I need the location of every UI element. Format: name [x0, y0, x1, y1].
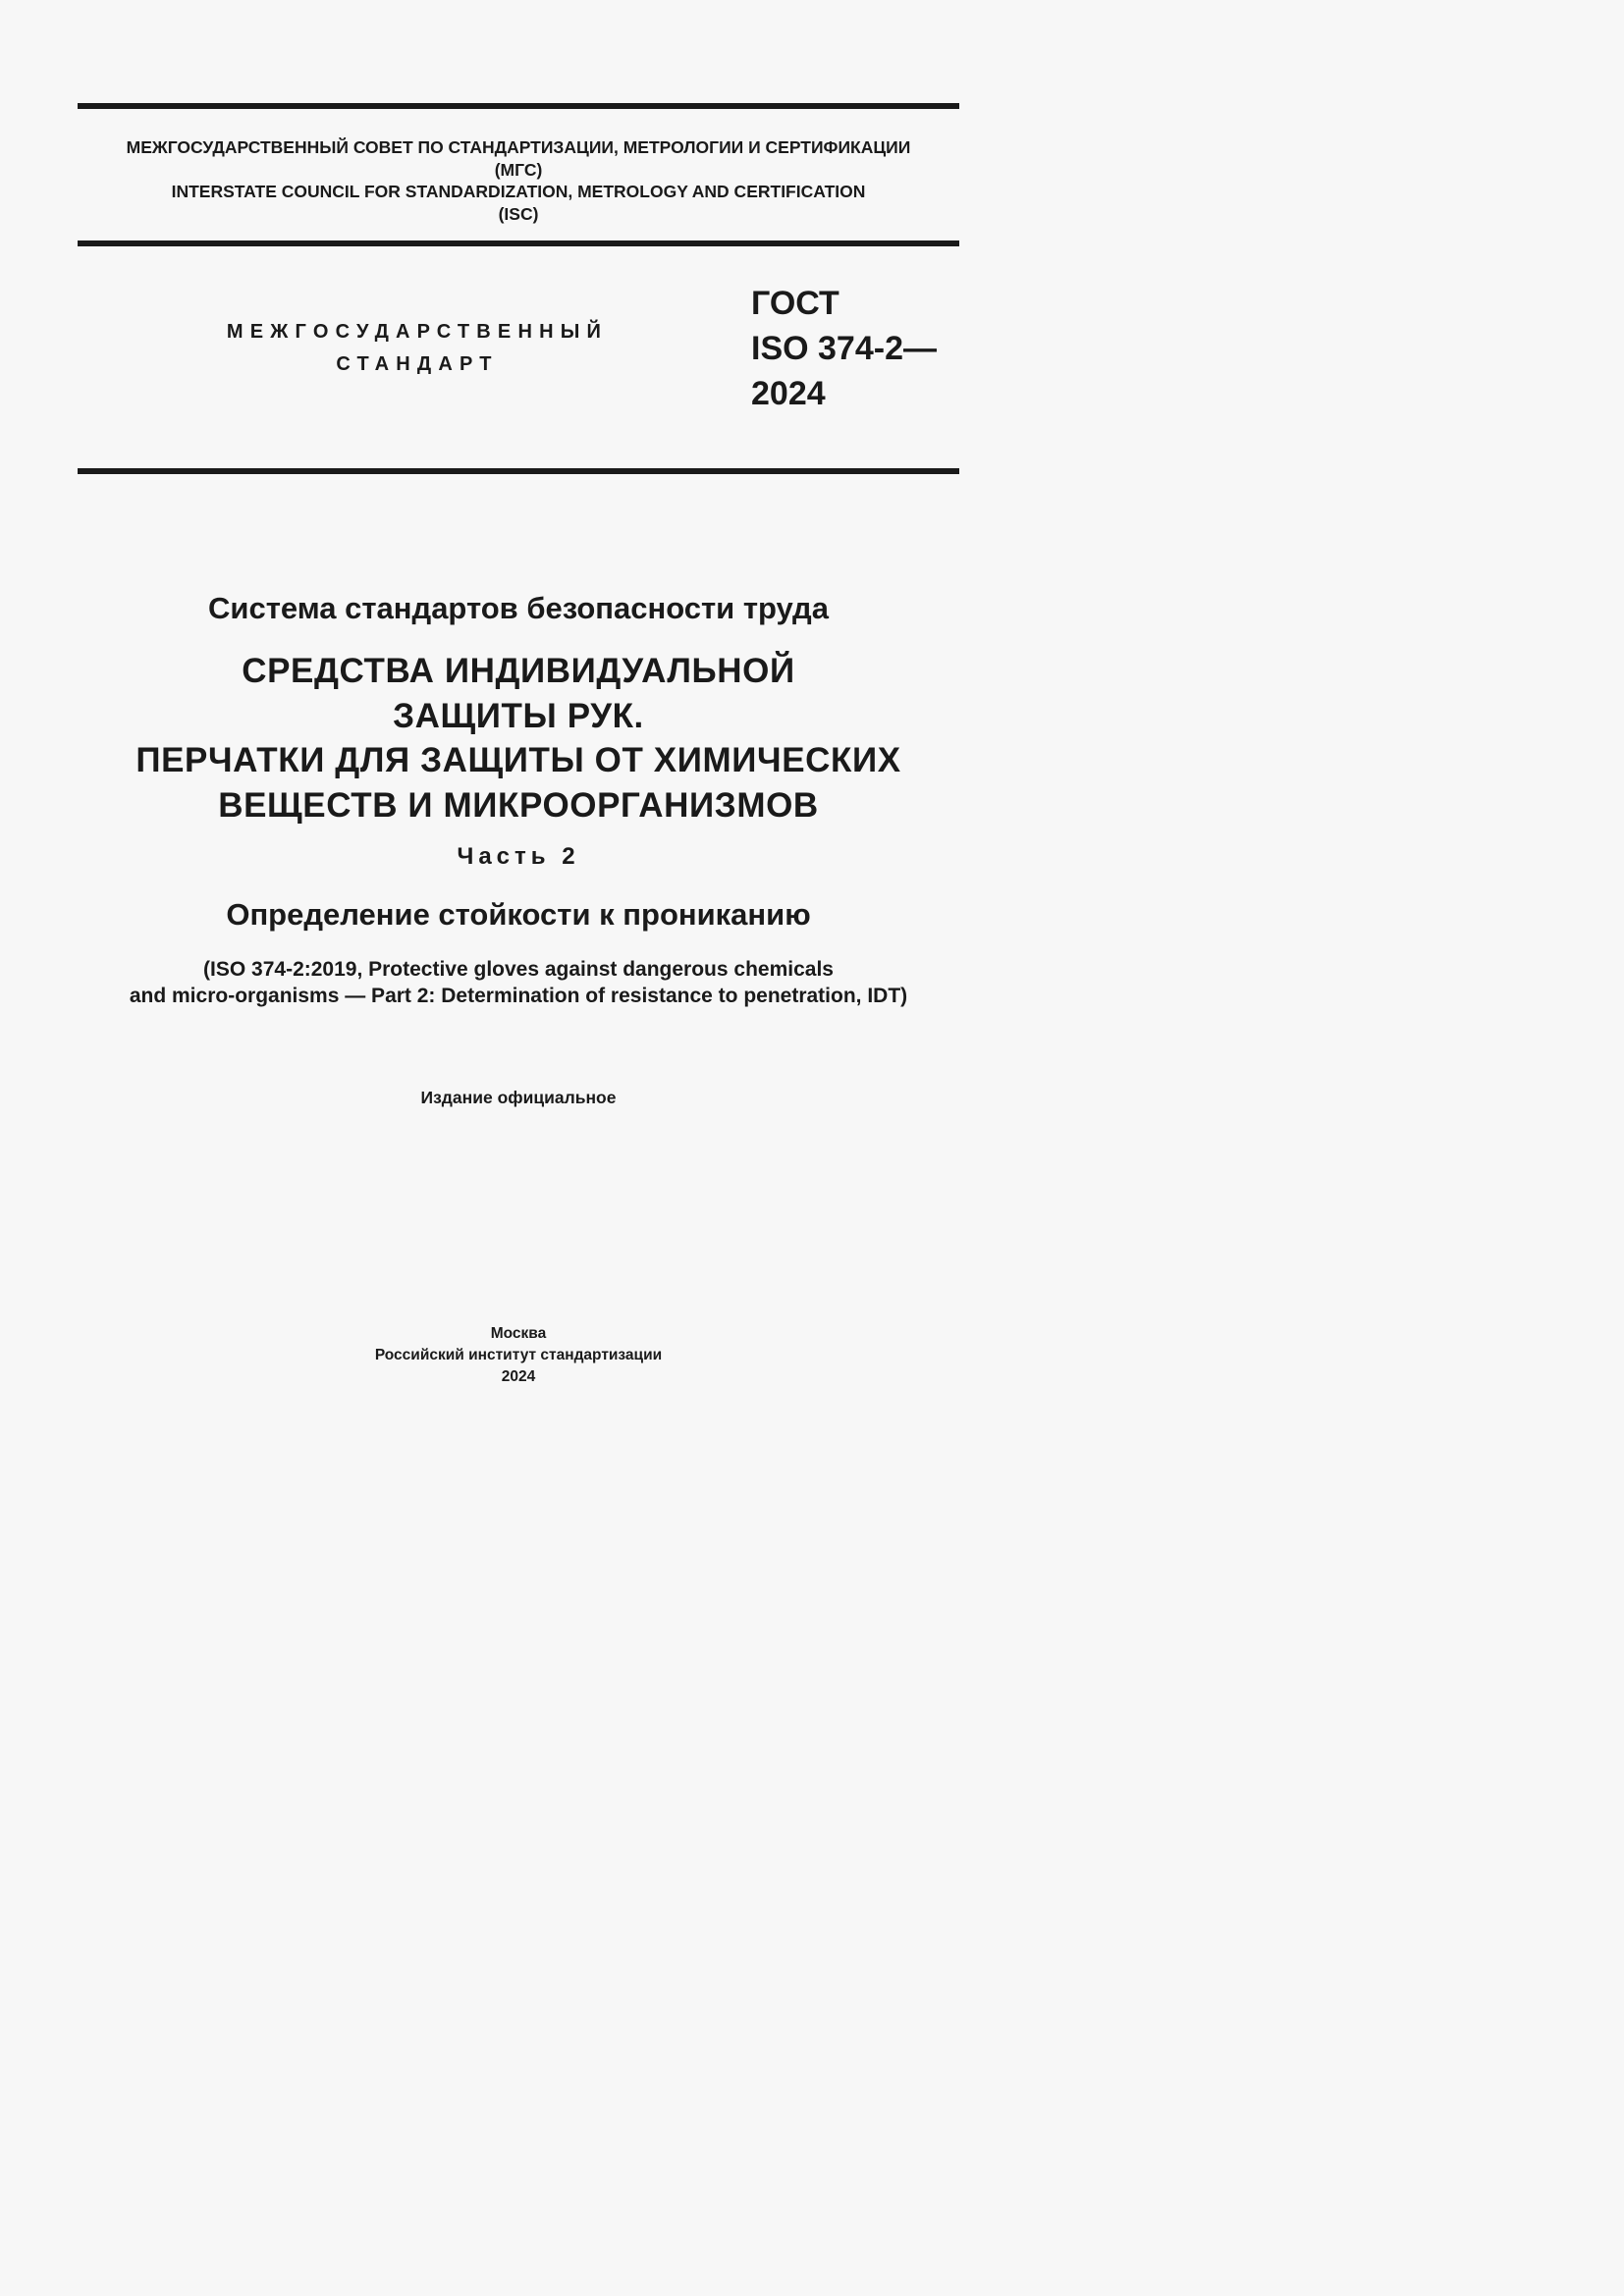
council-name-en: INTERSTATE COUNCIL FOR STANDARDIZATION, METROLOGY AND CERTIFICATION [171, 182, 866, 201]
imprint-city: Москва [490, 1325, 547, 1342]
designation-year: 2024 [751, 375, 826, 412]
standard-type-line-2: СТАНДАРТ [336, 353, 499, 375]
council-name-ru: МЕЖГОСУДАРСТВЕННЫЙ СОВЕТ ПО СТАНДАРТИЗАЦИИ, МЕТРОЛОГИИ И СЕРТИФИКАЦИИ [126, 137, 911, 157]
standard-type-label [177, 316, 658, 381]
iso-reference-line-2: and micro-organisms — Part 2: Determination of resistance to penetration, IDT) [129, 985, 908, 1007]
standard-type-line-1: МЕЖГОСУДАРСТВЕННЫЙ [226, 321, 609, 343]
main-title-line-4: ВЕЩЕСТВ И МИКРООРГАНИЗМОВ [218, 785, 819, 825]
council-header [78, 136, 959, 225]
main-title-line-1: СРЕДСТВА ИНДИВИДУАЛЬНОЙ [242, 652, 795, 690]
designation-bottom-rule [78, 468, 959, 474]
main-title-line-3: ПЕРЧАТКИ ДЛЯ ЗАЩИТЫ ОТ ХИМИЧЕСКИХ [135, 741, 901, 779]
series-title: Система стандартов безопасности труда [208, 591, 829, 625]
top-rule [78, 103, 959, 109]
imprint [78, 1323, 959, 1388]
iso-reference-line-1: (ISO 374-2:2019, Protective gloves against dangerous chemicals [203, 958, 834, 981]
part-subtitle: Определение стойкости к прониканию [226, 897, 811, 932]
standard-designation [751, 281, 937, 416]
main-title [78, 649, 959, 828]
imprint-publisher: Российский институт стандартизации [374, 1347, 663, 1363]
council-abbr-en: (ISC) [498, 203, 539, 224]
main-title-line-2: ЗАЩИТЫ РУК. [393, 696, 644, 735]
iso-reference [78, 956, 959, 1009]
part-number: Часть 2 [457, 843, 580, 870]
designation-gost: ГОСТ [751, 285, 839, 322]
council-bottom-rule [78, 240, 959, 246]
council-abbr-ru: (МГС) [494, 159, 543, 180]
designation-number: ISO 374-2— [751, 330, 937, 367]
official-edition: Издание официальное [420, 1088, 617, 1107]
imprint-year: 2024 [501, 1368, 536, 1385]
